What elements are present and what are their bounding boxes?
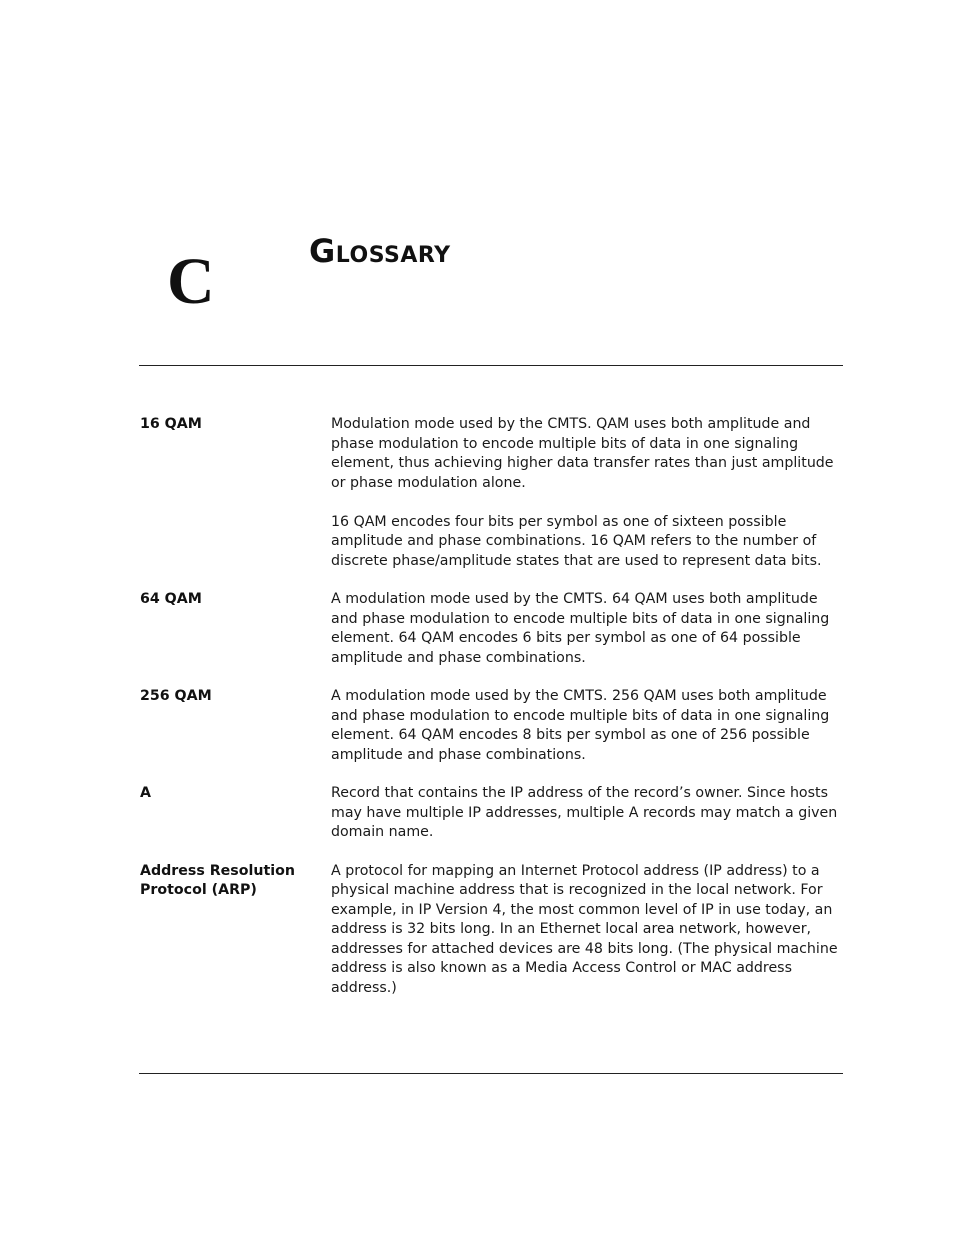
glossary-term: A bbox=[140, 785, 151, 801]
glossary-term: Address Resolution Protocol (ARP) bbox=[140, 862, 295, 898]
chapter-letter: C bbox=[167, 245, 215, 318]
glossary-definition bbox=[331, 862, 844, 999]
definition-paragraph: A protocol for mapping an Internet Protocol address (IP address) to a physical machine address that is recognized in the local network. For example, in IP Version 4, the most common level of IP in use today, an address is 32 bits long. In an Ethernet local area network, however, addresses for attached devices are 48 bits long. (The physical machine address is also known as a Media Access Control or MAC address address.) bbox=[331, 862, 838, 996]
glossary-definition bbox=[331, 784, 844, 843]
glossary-term: 64 QAM bbox=[140, 591, 202, 607]
definition-paragraph: Record that contains the IP address of the record’s owner. Since hosts may have multiple IP addresses, multiple A records may match a given domain name. bbox=[331, 785, 838, 840]
glossary-definition bbox=[331, 415, 844, 571]
glossary-entry-256-qam bbox=[140, 687, 844, 765]
glossary-entry-16-qam bbox=[140, 415, 844, 571]
glossary-definition bbox=[331, 687, 844, 765]
top-divider bbox=[139, 365, 843, 366]
glossary-list bbox=[140, 415, 844, 1017]
glossary-term: 256 QAM bbox=[140, 688, 212, 704]
definition-paragraph: Modulation mode used by the CMTS. QAM uses both amplitude and phase modulation to encode multiple bits of data in one signaling element, thus achieving higher data transfer rates than just amplitude or phase modulation alone. bbox=[331, 416, 834, 491]
glossary-entry-64-qam bbox=[140, 590, 844, 668]
definition-paragraph: A modulation mode used by the CMTS. 256 QAM uses both amplitude and phase modulation to encode multiple bits of data in one signaling element. 64 QAM encodes 8 bits per symbol as one of 256 possible amplitude and phase combinations. bbox=[331, 688, 830, 763]
definition-paragraph: A modulation mode used by the CMTS. 64 QAM uses both amplitude and phase modulation to encode multiple bits of data in one signaling element. 64 QAM encodes 6 bits per symbol as one of 64 possible amplitude and phase combinations. bbox=[331, 591, 830, 666]
glossary-entry-a bbox=[140, 784, 844, 843]
chapter-title: Glossary bbox=[309, 232, 451, 270]
glossary-term: 16 QAM bbox=[140, 416, 202, 432]
definition-paragraph: 16 QAM encodes four bits per symbol as one of sixteen possible amplitude and phase combinations. 16 QAM refers to the number of discrete phase/amplitude states that are used to represent data bits. bbox=[331, 513, 822, 569]
bottom-divider bbox=[139, 1073, 843, 1074]
glossary-entry-arp bbox=[140, 862, 844, 999]
glossary-definition bbox=[331, 590, 844, 668]
